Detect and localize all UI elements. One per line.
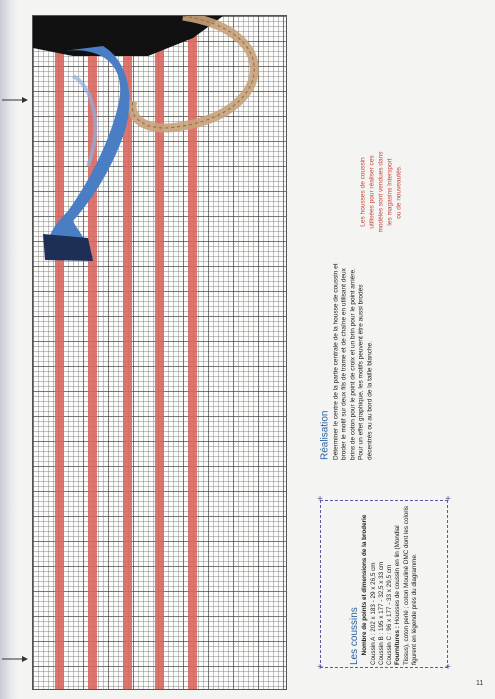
motif-illustration [33, 16, 287, 690]
cross-stitch-chart [32, 15, 287, 690]
cushions-info-box [317, 494, 451, 673]
cushion-line: Coussin B : 195 x 177 - 32,5 x 33 cm [377, 561, 385, 665]
fournitures-text [394, 505, 419, 665]
corner-cross-icon: + [445, 662, 451, 673]
corner-cross-icon: + [445, 494, 451, 505]
fournitures-label: Fournitures : [394, 626, 402, 665]
corner-cross-icon: + [317, 494, 323, 505]
margin-arrow-icon [2, 96, 28, 104]
cushions-subtitle: Nombre de points et dimensions de la broderie [361, 514, 369, 656]
realisation-title: Réalisation [319, 410, 331, 460]
photo-caption: Les housses de coussin utilisées pour réaliser ces modèles sont vendues dans les magasins Intersport ou de nouveautés. [359, 151, 403, 233]
cushions-title: Les coussins [348, 607, 360, 665]
cushions-info-content [348, 505, 419, 665]
realisation-text: Déterminer le centre de la partie centrale de la housse de coussin et broder le motif sur deux fils de trame et de chaîne en utilisant deux brins de coton pour le point de croix et un brin pour le point arrière. Pour un effet graphique, les motifs peuvent être aussi brodés décentrés ou au bord de la taille blanche. [332, 263, 373, 460]
fournitures-detail: Housses de coussin en lin (Mondial Tissus), coton perlé ; coton Mouliné DMC dont les coloris figurent en légende près du diagramme. [394, 505, 418, 665]
whale-fluke-shadow [43, 234, 93, 261]
page-binding [0, 0, 18, 699]
cushion-line: Coussin A : 202 x 183 - 29 x 26,5 cm [369, 562, 377, 665]
page-number: 11 [476, 680, 484, 687]
realisation-section [319, 260, 375, 460]
corner-cross-icon: + [317, 662, 323, 673]
whale-tail-shape [48, 46, 129, 258]
cushion-line: Coussin C : 96 x 177 - 33 x 29,5 cm [386, 564, 393, 665]
margin-arrow-icon [2, 655, 28, 663]
